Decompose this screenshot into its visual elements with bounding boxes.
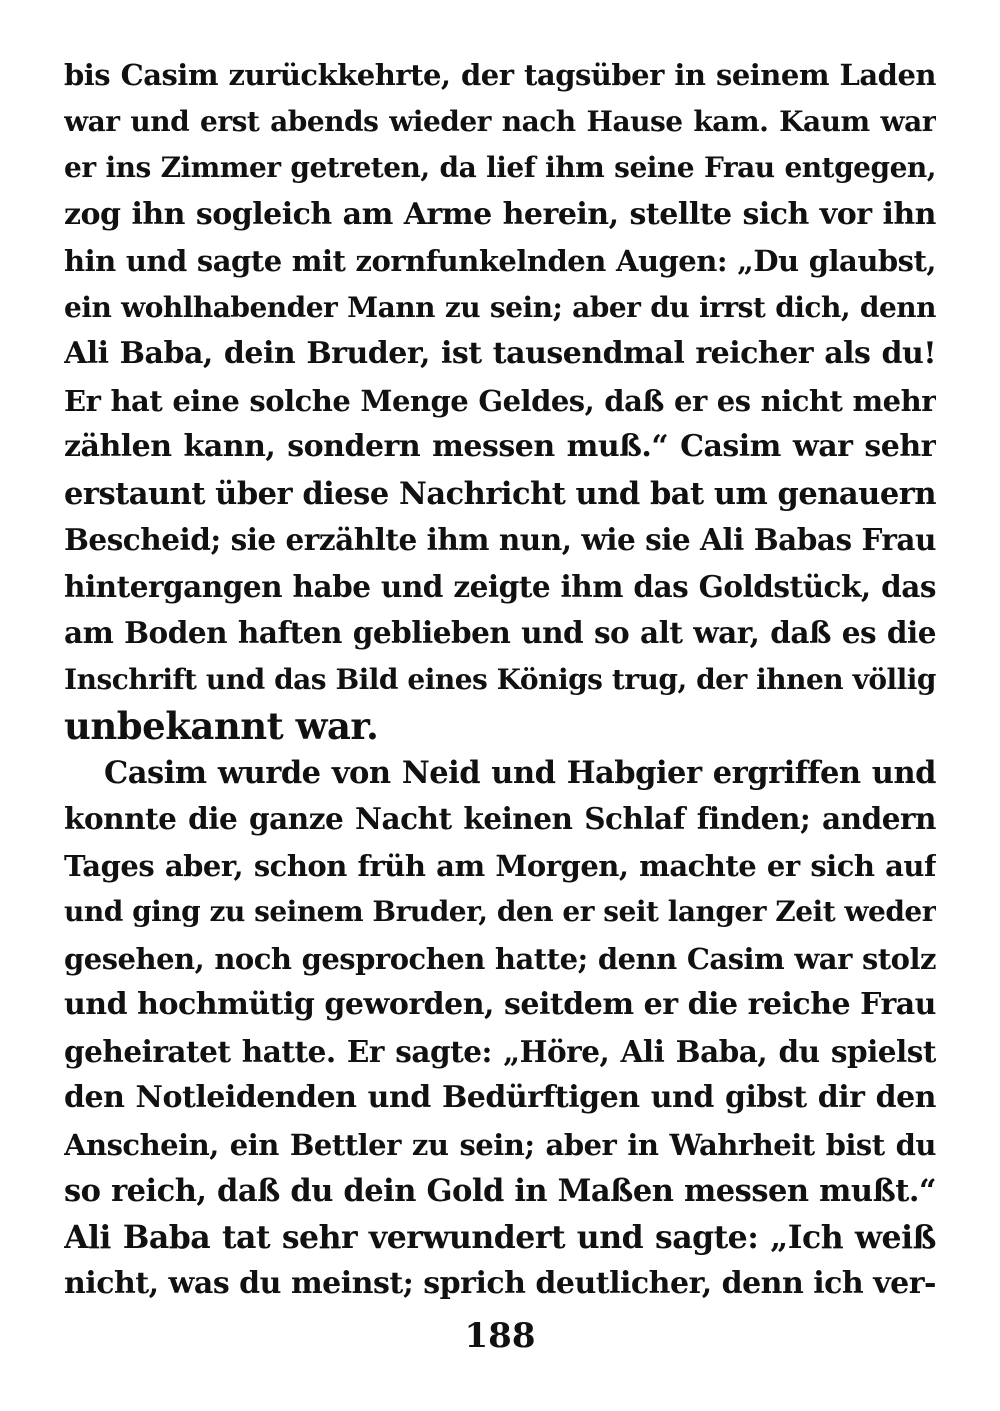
text-line: hin und sagte mit zornfunkelnden Augen: „Du glaubst,	[64, 244, 936, 278]
text-line: am Boden haften geblieben und so alt war, daß es die	[64, 615, 936, 650]
text-line: Bescheid; sie erzählte ihm nun, wie sie Ali Babas Frau	[64, 522, 936, 557]
text-line: und hochmütig geworden, seitdem er die reiche Frau	[64, 987, 936, 1022]
text-line: bis Casim zurückkehrte, der tagsüber in seinem Laden	[64, 58, 936, 92]
text-line: geheiratet hatte. Er sagte: „Höre, Ali Baba, du spielst	[64, 1033, 936, 1069]
body-text	[64, 52, 936, 1308]
text-line: gesehen, noch gesprochen hatte; denn Casim war stolz	[64, 941, 936, 976]
text-line: den Notleidenden und Bedürftigen und gibst dir den	[64, 1080, 936, 1115]
text-line: zählen kann, sondern messen muß.“ Casim war sehr	[64, 429, 936, 464]
text-line: nicht, was du meinst; sprich deutlicher, denn ich ver-	[64, 1266, 936, 1301]
text-line: er ins Zimmer getreten, da lief ihm seine Frau entgegen,	[64, 151, 936, 184]
text-line: erstaunt über diese Nachricht und bat um genauern	[64, 475, 936, 512]
text-line: so reich, daß du dein Gold in Maßen messen mußt.“	[64, 1173, 936, 1209]
text-line: Inschrift und das Bild eines Königs trug, der ihnen völlig	[64, 662, 936, 696]
text-line: war und erst abends wieder nach Hause kam. Kaum war	[64, 104, 936, 138]
text-line: Er hat eine solche Menge Geldes, daß er es nicht mehr	[64, 383, 936, 418]
paragraph-1	[64, 52, 936, 750]
text-line: zog ihn sogleich am Arme herein, stellte sich vor ihn	[64, 196, 936, 232]
text-line: ein wohlhabender Mann zu sein; aber du irrst dich, denn	[64, 290, 936, 324]
text-line: Ali Baba, dein Bruder, ist tausendmal reicher als du!	[64, 336, 936, 371]
text-line: hintergangen habe und zeigte ihm das Goldstück, das	[64, 568, 936, 604]
text-line: Tages aber, schon früh am Morgen, machte er sich auf	[64, 848, 936, 883]
page-number: 188	[464, 1316, 536, 1356]
text-line: unbekannt war.	[64, 704, 379, 748]
text-line: konnte die ganze Nacht keinen Schlaf finden; andern	[64, 801, 936, 836]
text-line: Anschein, ein Bettler zu sein; aber in Wahrheit bist du	[64, 1127, 936, 1162]
paragraph-2	[64, 750, 936, 1308]
text-line: Ali Baba tat sehr verwundert und sagte: „Ich weiß	[64, 1218, 936, 1256]
text-line: Casim wurde von Neid und Habgier ergriffen und	[104, 754, 936, 791]
text-line: und ging zu seinem Bruder, den er seit langer Zeit weder	[64, 895, 936, 928]
